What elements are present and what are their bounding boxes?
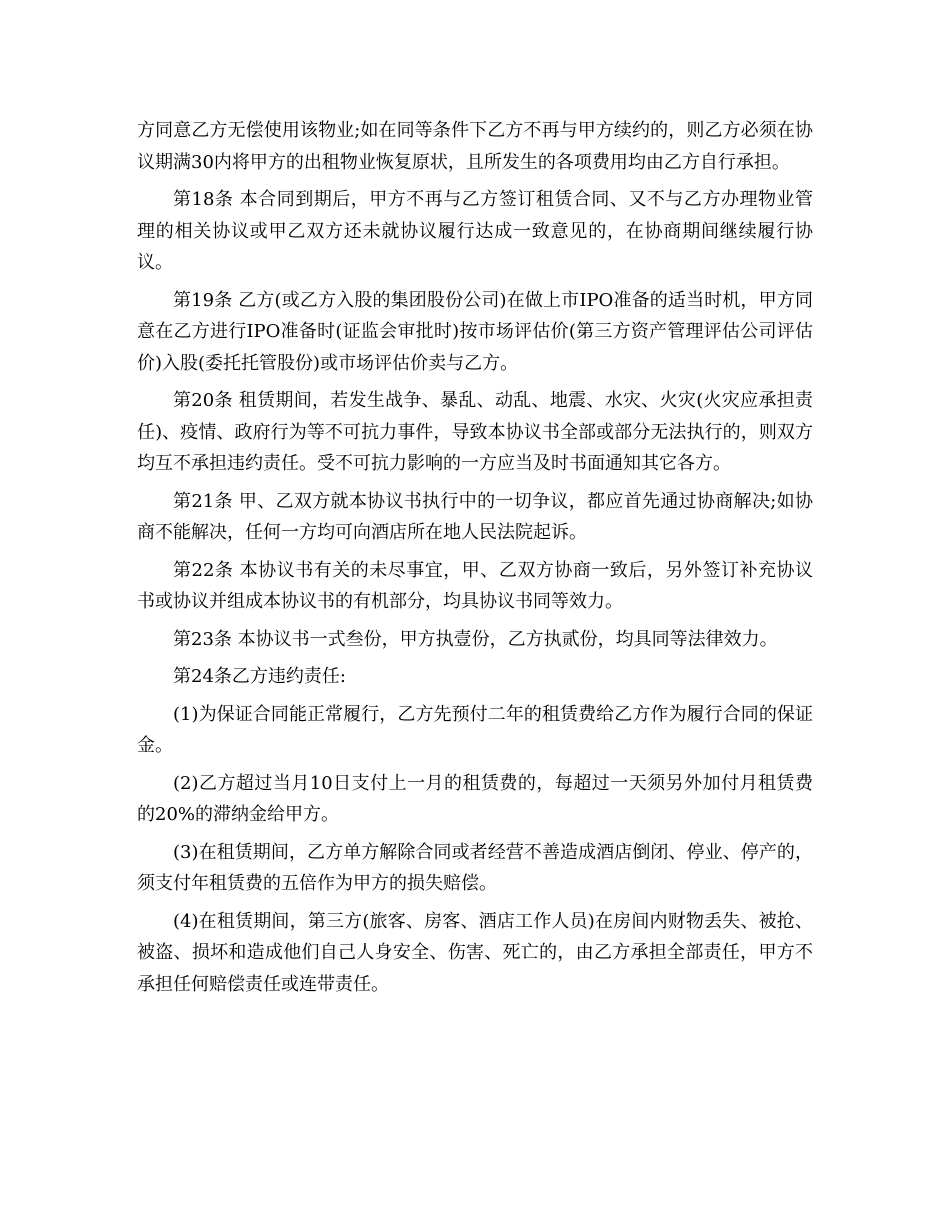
paragraph-clause-2: (2)乙方超过当月10日支付上一月的租赁费的，每超过一天须另外加付月租赁费的20%的滞纳金给甲方。 [137,772,813,825]
paragraph-article-23: 第23条 本协议书一式叁份，甲方执壹份，乙方执贰份，均具同等法律效力。 [173,628,778,650]
paragraph-continued: 方同意乙方无偿使用该物业;如在同等条件下乙方不再与甲方续约的，则乙方必须在协议期满30内将甲方的出租物业恢复原状，且所发生的各项费用均由乙方自行承担。 [137,120,813,173]
paragraph-clause-4: (4)在租赁期间，第三方(旅客、房客、酒店工作人员)在房间内财物丢失、被抢、被盗、损坏和造成他们自己人身安全、伤害、死亡的，由乙方承担全部责任，甲方不承担任何赔偿责任或连带责任。 [137,910,813,995]
paragraph-article-18: 第18条 本合同到期后，甲方不再与乙方签订租赁合同、又不与乙方办理物业管理的相关协议或甲乙双方还未就协议履行达成一致意见的，在协商期间继续履行协议。 [137,189,813,273]
paragraph-clause-3: (3)在租赁期间，乙方单方解除合同或者经营不善造成酒店倒闭、停业、停产的，须支付年租赁费的五倍作为甲方的损失赔偿。 [137,841,813,894]
paragraph-article-24-heading: 第24条乙方违约责任: [173,666,346,687]
paragraph-article-21: 第21条 甲、乙双方就本协议书执行中的一切争议，都应首先通过协商解决;如协商不能解决，任何一方均可向酒店所在地人民法院起诉。 [137,490,813,543]
paragraph-clause-1: (1)为保证合同能正常履行，乙方先预付二年的租赁费给乙方作为履行合同的保证金。 [137,703,813,756]
document-body [137,115,813,1006]
paragraph-article-20: 第20条 租赁期间，若发生战争、暴乱、动乱、地震、水灾、火灾(火灾应承担责任)、疫情、政府行为等不可抗力事件，导致本协议书全部或部分无法执行的，则双方均互不承担违约责任。受不可抗力影响的一方应当及时书面通知其它各方。 [137,390,813,474]
paragraph-article-22: 第22条 本协议书有关的未尽事宜，甲、乙双方协商一致后，另外签订补充协议书或协议并组成本协议书的有机部分，均具协议书同等效力。 [137,559,813,612]
paragraph-article-19: 第19条 乙方(或乙方入股的集团股份公司)在做上市IPO准备的适当时机，甲方同意在乙方进行IPO准备时(证监会审批时)按市场评估价(第三方资产管理评估公司评估价)入股(委托托管股份)或市场评估价卖与乙方。 [137,289,813,374]
